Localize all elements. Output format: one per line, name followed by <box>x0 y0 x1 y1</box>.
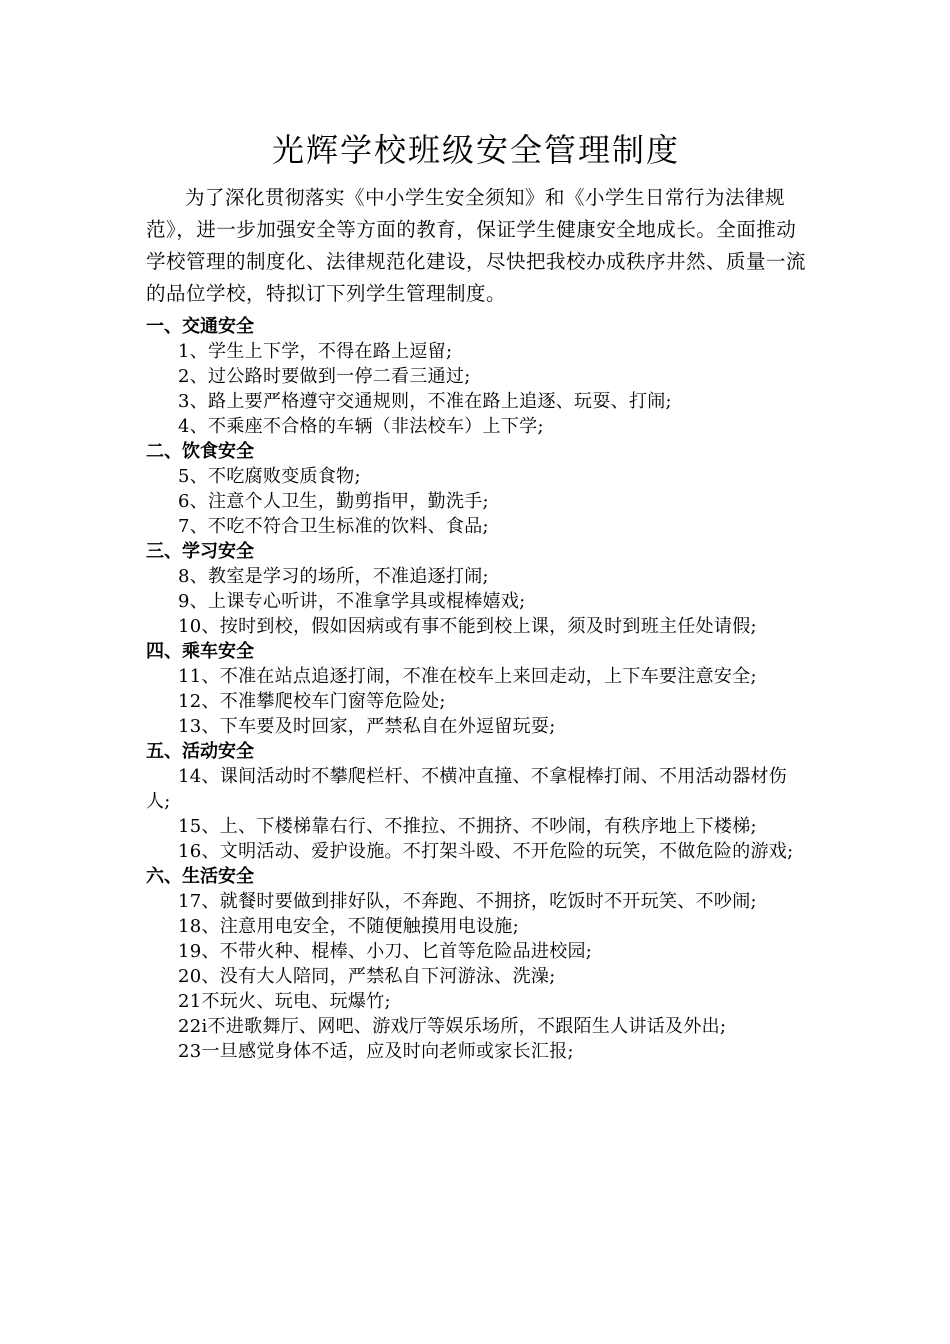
rule-item: 9、上课专心听讲，不准拿学具或棍棒嬉戏; <box>178 591 526 612</box>
rule-item: 16、文明活动、爱护设施。不打架斗殴、不开危险的玩笑，不做危险的游戏; <box>178 841 794 862</box>
rule-item: 5、不吃腐败变质食物; <box>178 466 361 487</box>
document-title: 光辉学校班级安全管理制度 <box>271 131 680 169</box>
section-bus <box>146 639 806 739</box>
section-food <box>146 439 806 539</box>
rule-item: 3、路上要严格遵守交通规则，不准在路上追逐、玩耍、打闹; <box>178 391 672 412</box>
section-heading: 二、饮食安全 <box>146 441 254 462</box>
rule-item: 7、不吃不符合卫生标准的饮料、食品; <box>178 516 489 537</box>
rule-item: 14、课间活动时不攀爬栏杆、不横冲直撞、不拿棍棒打闹、不用活动器材伤人; <box>146 766 788 812</box>
rule-item: 1、学生上下学，不得在路上逗留; <box>178 341 453 362</box>
rule-item: 15、上、下楼梯靠右行、不推拉、不拥挤、不吵闹，有秩序地上下楼梯; <box>178 816 757 837</box>
rule-item: 2、过公路时要做到一停二看三通过; <box>178 366 471 387</box>
section-heading: 六、生活安全 <box>146 866 254 887</box>
document-page <box>146 128 806 1064</box>
section-heading: 四、乘车安全 <box>146 641 254 662</box>
rule-item: 20、没有大人陪同，严禁私自下河游泳、洗澡; <box>178 966 556 987</box>
rule-item: 8、教室是学习的场所，不准追逐打闹; <box>178 566 489 587</box>
rule-item: 23一旦感觉身体不适，应及时向老师或家长汇报; <box>178 1041 574 1062</box>
rule-item: 19、不带火种、棍棒、小刀、匕首等危险品进校园; <box>178 941 593 962</box>
section-life <box>146 864 806 1064</box>
section-heading: 一、交通安全 <box>146 316 254 337</box>
rule-item: 22i不进歌舞厅、网吧、游戏厅等娱乐场所，不跟陌生人讲话及外出; <box>178 1016 727 1037</box>
rule-item: 13、下车要及时回家，严禁私自在外逗留玩耍; <box>178 716 556 737</box>
rule-item: 10、按时到校，假如因病或有事不能到校上课，须及时到班主任处请假; <box>178 616 757 637</box>
rule-item: 21不玩火、玩电、玩爆竹; <box>178 991 391 1012</box>
rule-item: 4、不乘座不合格的车辆（非法校车）上下学; <box>178 416 544 437</box>
section-heading: 五、活动安全 <box>146 741 254 762</box>
section-heading: 三、学习安全 <box>146 541 254 562</box>
rule-item: 12、不准攀爬校车门窗等危险处; <box>178 691 446 712</box>
rule-item: 18、注意用电安全，不随便触摸用电设施; <box>178 916 519 937</box>
section-traffic <box>146 314 806 439</box>
rule-item: 17、就餐时要做到排好队，不奔跑、不拥挤，吃饭时不开玩笑、不吵闹; <box>178 891 757 912</box>
intro-paragraph: 为了深化贯彻落实《中小学生安全须知》和《小学生日常行为法律规范》，进一步加强安全等方面的教育，保证学生健康安全地成长。全面推动学校管理的制度化、法律规范化建设，尽快把我校办成秩序井然、质量一流的品位学校，特拟订下列学生管理制度。 <box>146 186 807 305</box>
rule-item: 6、注意个人卫生，勤剪指甲，勤洗手; <box>178 491 489 512</box>
section-activity <box>146 739 806 864</box>
rule-item: 11、不准在站点追逐打闹，不准在校车上来回走动，上下车要注意安全; <box>178 666 757 687</box>
section-study <box>146 539 806 639</box>
